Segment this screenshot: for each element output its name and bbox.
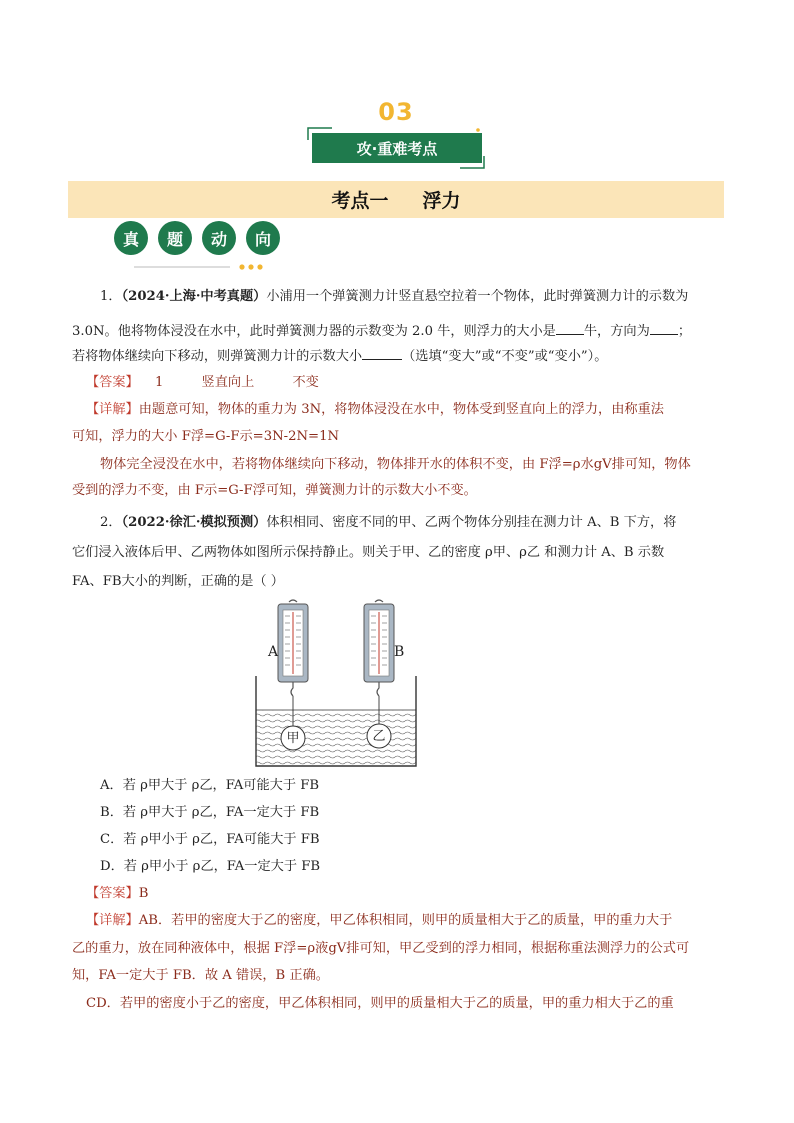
q1-text-3a: 若将物体继续向下移动，则弹簧测力计的示数大小 — [72, 349, 363, 364]
figure-obj-yi: 乙 — [372, 729, 386, 744]
q1-blank-2 — [650, 320, 678, 335]
q2-text-1: 体积相同、密度不同的甲、乙两个物体分别挂在测力计 A、B 下方，将 — [266, 515, 677, 530]
q2-line1 — [100, 513, 676, 533]
q2-line2: 它们浸入液体后甲、乙两物体如图所示保持静止。则关于甲、乙的密度 ρ甲、ρ乙 和测力计 A、B 示数 — [72, 545, 665, 560]
topic-left: 考点一 — [331, 190, 389, 212]
section-banner: 攻·重难考点 — [312, 133, 482, 163]
q2-detail-line3: 知，FA一定大于 FB．故 A 错误，B 正确。 — [72, 968, 329, 983]
q1-detail-label: 【详解】 — [86, 402, 139, 417]
section-number: 03 — [378, 98, 414, 126]
q1-detail-line1 — [86, 400, 664, 420]
q2-line3: FA、FB大小的判断，正确的是（ ） — [72, 574, 284, 589]
topic-right: 浮力 — [422, 190, 461, 212]
q2-answer-label: 【答案】 — [86, 886, 139, 901]
q2-detail-line4: CD．若甲的密度小于乙的密度，甲乙体积相同，则甲的质量相大于乙的质量，甲的重力相大于乙的重 — [86, 996, 674, 1011]
q2-detail-label: 【详解】 — [86, 913, 139, 928]
q1-answer-2: 竖直向上 — [201, 375, 255, 390]
badge-dong: 动 — [202, 221, 236, 255]
q2-detail-line2: 乙的重力，放在同种液体中，根据 F浮=ρ液gV排可知，甲乙受到的浮力相同，根据称重法测浮力的公式可 — [72, 941, 690, 956]
q1-answer-3: 不变 — [292, 375, 319, 390]
q1-text-2a: 3.0N。他将物体浸没在水中，此时弹簧测力器的示数变为 2.0 牛，则浮力的大小是 — [72, 324, 556, 339]
q2-detail-line1 — [86, 911, 672, 931]
q1-text-2b: 牛，方向为 — [583, 324, 650, 339]
q1-blank-3 — [362, 345, 402, 360]
q1-blank-1 — [556, 320, 584, 335]
q2-option-b[interactable]: B．若 ρ甲大于 ρ乙，FA一定大于 FB — [100, 805, 320, 820]
q1-number: 1． — [100, 289, 122, 304]
badge-zhen: 真 — [114, 221, 148, 255]
figure-label-a: A — [268, 644, 279, 660]
q1-answer-1: 1 — [154, 375, 164, 390]
q1-line1 — [100, 287, 688, 307]
q2-answer — [86, 884, 148, 904]
q1-text-2c: ； — [677, 324, 691, 339]
q1-detail-line2: 可知，浮力的大小 F浮=G-F示=3N-2N=1N — [72, 429, 339, 444]
q1-line2 — [72, 320, 691, 342]
q1-line3 — [72, 345, 607, 367]
q2-number: 2． — [100, 515, 122, 530]
q2-option-d[interactable]: D．若 ρ甲小于 ρ乙，FA一定大于 FB — [100, 859, 321, 874]
badge-xiang: 向 — [246, 221, 280, 255]
q1-text-1: 小浦用一个弹簧测力计竖直悬空拉着一个物体，此时弹簧测力计的示数为 — [266, 289, 689, 304]
q1-detail-line4: 受到的浮力不变，由 F示=G-F浮可知，弹簧测力计的示数大小不变。 — [72, 483, 477, 498]
q1-source: （2024·上海·中考真题） — [121, 289, 267, 304]
badge-ti: 题 — [158, 221, 192, 255]
q1-answer-label: 【答案】 — [86, 375, 139, 390]
q1-detail-text-1: 由题意可知，物体的重力为 3N，将物体浸没在水中，物体受到竖直向上的浮力，由称重法 — [138, 402, 664, 417]
q2-source: （2022·徐汇·模拟预测） — [121, 515, 267, 530]
badge-underline — [134, 262, 274, 274]
q1-detail-line3: 物体完全浸没在水中，若将物体继续向下移动，物体排开水的体积不变，由 F浮=ρ水gV排可知，物体 — [100, 457, 691, 472]
figure-label-b: B — [394, 644, 405, 660]
q2-detail-text-1: AB．若甲的密度大于乙的密度，甲乙体积相同，则甲的质量相大于乙的质量，甲的重力大于 — [138, 913, 673, 928]
q2-option-c[interactable]: C．若 ρ甲小于 ρ乙，FA可能大于 FB — [100, 832, 320, 847]
spring-scale-figure — [245, 598, 435, 770]
q2-answer-value: B — [138, 886, 149, 901]
q1-text-3b: （选填“变大”或“不变”或“变小”）。 — [402, 349, 608, 364]
topic-bar — [68, 181, 724, 218]
q1-answer — [86, 373, 319, 393]
figure-obj-jia: 甲 — [286, 731, 300, 746]
q2-option-a[interactable]: A．若 ρ甲大于 ρ乙，FA可能大于 FB — [100, 778, 320, 793]
